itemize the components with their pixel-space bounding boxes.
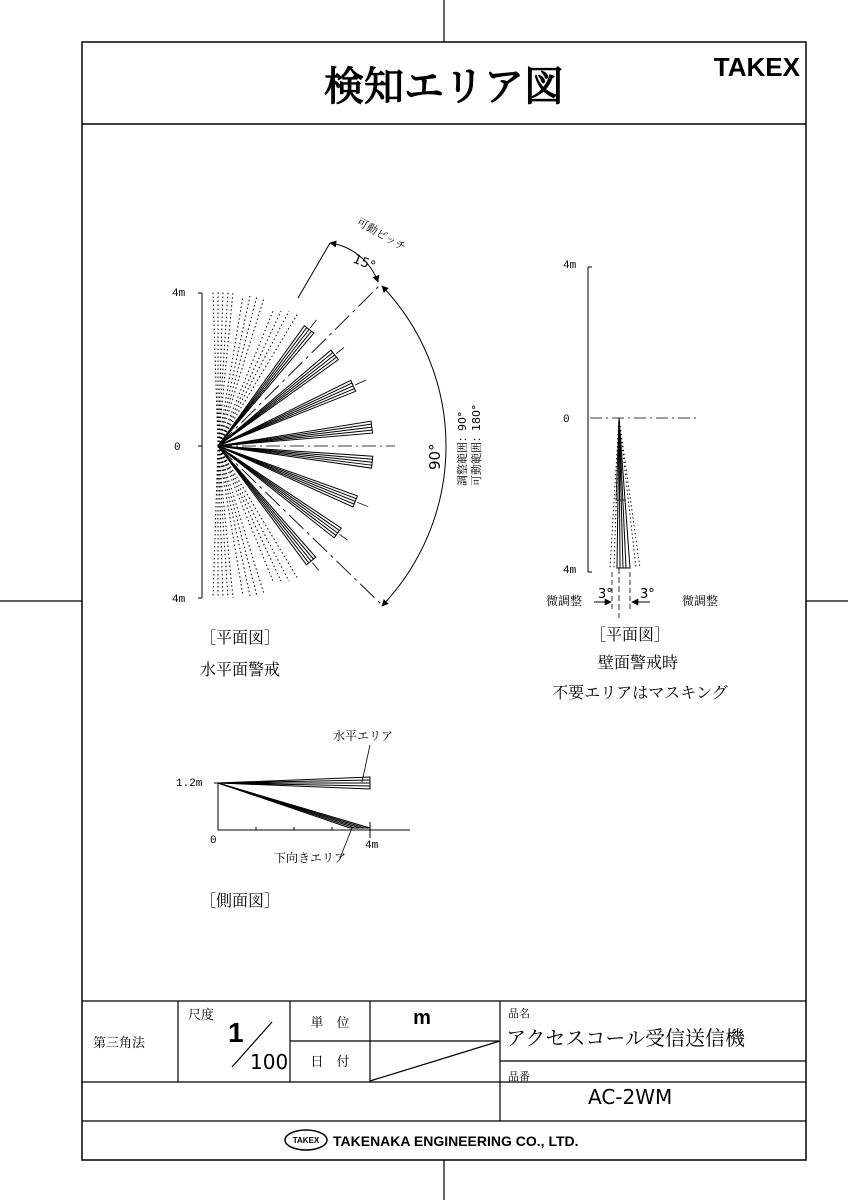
product-no: AC-2WM [588,1085,673,1109]
company-name: TAKENAKA ENGINEERING CO., LTD. [333,1133,579,1149]
projection-label: 第三角法 [93,1036,146,1051]
date-label: 日 付 [310,1055,350,1070]
plan-caption-1: ［平面図］ [200,628,281,647]
company-logo-text: TAKEX [292,1136,320,1145]
wall-range-bottom: 4m [563,565,577,577]
range-top-label: 4m [172,288,186,300]
product-name: アクセスコール受信送信機 [506,1026,745,1050]
brand-logo: TAKEX [713,52,800,82]
fine-adjust-right: 微調整 [682,594,719,608]
height-label: 1.2m [176,778,203,790]
unit-label: 単 位 [310,1016,350,1031]
range-bottom-label: 4m [172,594,186,606]
product-no-label: 品番 [508,1070,530,1083]
wall-range-top: 4m [563,260,577,272]
product-name-label: 品名 [508,1007,530,1020]
plan-caption-2: 水平面警戒 [200,660,281,679]
side-view-diagram [176,728,410,910]
deg-left: 3° [598,587,613,602]
side-distance-label: 4m [365,840,379,852]
adjust-range-label: 調整範囲：90° [456,411,469,486]
side-caption: ［側面図］ [200,891,281,910]
range-zero-label: 0 [174,442,181,454]
scale-denominator: 100 [250,1050,289,1074]
company-logo [285,1130,327,1150]
unit-value: m [413,1007,431,1029]
plan-horizontal-diagram [172,214,483,679]
down-area-label: 下向きエリア [274,851,347,865]
pitch-label: 可動ピッチ [354,215,409,254]
scale-label: 尺度 [188,1008,215,1023]
angle-label: 90° [426,443,444,470]
pitch-value: 15° [350,251,378,275]
fine-adjust-left: 微調整 [546,594,583,608]
scale-numerator: 1 [228,1017,244,1048]
side-zero-label: 0 [210,835,217,847]
wall-range-zero: 0 [563,414,570,426]
plan-wall-diagram [546,260,728,702]
movable-range-label: 可動範囲：180° [470,404,483,486]
deg-right: 3° [640,587,655,602]
wall-caption-3: 不要エリアはマスキング [552,683,728,702]
wall-caption-1: ［平面図］ [589,625,671,644]
wall-caption-2: 壁面警戒時 [597,653,679,672]
page-title: 検知エリア図 [324,64,564,110]
horizontal-area-label: 水平エリア [333,729,394,743]
